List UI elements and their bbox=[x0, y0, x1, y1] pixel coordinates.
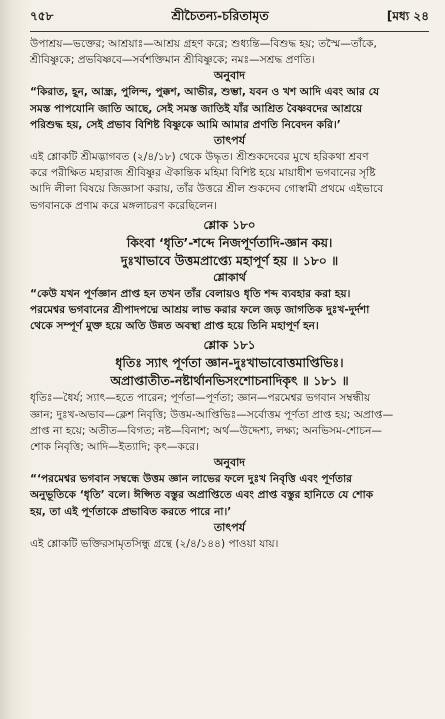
text-line: এই শ্লোকটি শ্রীমদ্ভাগবত (২/৪/১৮) থেকে উদ্ধৃত। শ্রীশুকদেবের মুখে হরিকথা শ্রবণ bbox=[30, 151, 369, 164]
page-number: ৭৫৮ bbox=[30, 9, 54, 23]
purport-block bbox=[30, 149, 429, 214]
text-line: সমস্ত পাপযোনি জাতি আছে, সেই সমস্ত জাতিই যাঁর আশ্রিত বৈষ্ণবদের আশ্রয়ে bbox=[30, 102, 363, 115]
section-heading-translation: অনুবাদ bbox=[213, 456, 246, 470]
verse-number-181: শ্লোক ১৮১ bbox=[203, 338, 256, 353]
verse-number-180: শ্লোক ১৮০ bbox=[203, 217, 256, 232]
verse-180 bbox=[30, 234, 429, 270]
text-line: করে পরীক্ষিত মহারাজ শ্রীবিষ্ণুর ঐকান্তিক মহিমা বিশিষ্ট হয়ে মায়াধীশ ভগবানের সৃষ্টি bbox=[30, 167, 376, 180]
page-header bbox=[30, 8, 429, 32]
verse-line: ধৃতিঃ স্যাৎ পূর্ণতা জ্ঞান-দুঃখাভাবোত্তমাপ্তিভিঃ। bbox=[115, 355, 344, 371]
text-line: পরিশুদ্ধ হয়, সেই প্রভাব বিশিষ্ট বিষ্ণুকে আমি আমার প্রণতি নিবেদন করি।’ bbox=[30, 118, 341, 131]
translation-block bbox=[30, 84, 429, 133]
text-line: থেকে সম্পূর্ণ মুক্ত হয়ে অতি উন্নত অবস্থা প্রাপ্ত হয়ে তিনি মহাপূর্ণ হন। bbox=[30, 320, 319, 333]
text-line: “কিরাত, হূন, আন্ধ্র, পুলিন্দ, পুক্কশ, আভীর, শুম্ভা, যবন ও খশ আদি এবং আর যে bbox=[30, 86, 380, 99]
shlokartha-block bbox=[30, 286, 429, 335]
section-heading-translation: অনুবাদ bbox=[213, 69, 246, 83]
text-line: অনুভূতিকে ‘ধৃতি’ বলে। ঈপ্সিত বস্তুর অপ্রাপ্তিতে এবং প্রাপ্ত বস্তুর হানিতে যে শোক bbox=[30, 489, 374, 502]
chapter-label: [মধ্য ২৪ bbox=[386, 9, 429, 23]
text-line: এই শ্লোকটি ভক্তিরসামৃতসিন্ধু গ্রন্থে (২/৪/১৪৪) পাওয়া যায়। bbox=[30, 537, 279, 550]
text-line: উপাশ্রয়—ভক্তের; আশ্রয়াঃ—আশ্রয় গ্রহণ করে; শুধ্যন্তি—বিশুদ্ধ হয়; তস্মৈ—তাঁকে, bbox=[30, 38, 377, 50]
book-title: শ্রীচৈতন্য-চরিতামৃত bbox=[171, 8, 269, 23]
text-line: জ্ঞান; দুঃখ-অভাব—ক্লেশ নিবৃত্তি; উত্তম-আপ্তিভিঃ—সর্বোত্তম পূর্ণতা প্রাপ্ত হয়; অপ্রাপ্ত— bbox=[30, 408, 394, 421]
text-line: “কেউ যখন পূর্ণজ্ঞান প্রাপ্ত হন তখন তাঁর বেলায়ও ধৃতি শব্দ ব্যবহার করা হয়। bbox=[30, 287, 351, 300]
text-line: প্রাপ্ত না হয়ে; অতীত—বিগত; নষ্ট—বিনাশ; অর্থ—উদ্দেশ্য, লক্ষ্য; অনভিসম-শোচন— bbox=[30, 424, 382, 437]
text-line: ধৃতিঃ—ধৈর্য; স্যাৎ—হতে পারেন; পূর্ণতা—পূর্ণতা; জ্ঞান—পরমেশ্বর ভগবান সম্বন্ধীয় bbox=[30, 392, 371, 405]
text-line: হয়, তা এই পূর্ণতাকে প্রভাবিত করতে পারে না।’ bbox=[30, 505, 232, 518]
text-line: শ্রীবিষ্ণুকে; প্রভবিষ্ণবে—সর্বশক্তিমান শ্রীবিষ্ণুকে; নমঃ—সশ্রদ্ধ প্রণতি। bbox=[30, 54, 315, 67]
text-line: পরমেশ্বর ভগবানের শ্রীপাদপদ্মে আশ্রয় লাভ করার ফলে জড় জাগতিক দুঃখ-দুর্দশা bbox=[30, 304, 370, 317]
section-heading-purport: তাৎপর্য bbox=[213, 134, 246, 148]
word-meanings-block bbox=[30, 390, 429, 455]
verse-181 bbox=[30, 354, 429, 390]
text-line: “‘পরমেশ্বর ভগবান সম্বন্ধে উত্তম জ্ঞান লাভের ফলে দুঃখ নিবৃত্তি এবং পূর্ণতার bbox=[30, 473, 352, 486]
text-line: ভগবানকে প্রণাম করে মঙ্গলাচরণ করেছিলেন। bbox=[30, 199, 218, 212]
translation-block bbox=[30, 471, 429, 520]
section-heading-shlokartha: শ্লোকার্থ bbox=[213, 270, 246, 284]
verse-line: দুঃখাভাবে উত্তমপ্রাপ্ত্যে মহাপূর্ণ হয় ॥ ১৮০ ॥ bbox=[120, 252, 339, 268]
text-line: আদি লীলা বিষয়ে জিজ্ঞাসা করায়, তাঁর উত্তরে শ্রীল শুকদেব গোস্বামী প্রথমে এইভাবে bbox=[30, 183, 384, 196]
text-line: শোক নিবৃত্তি; আদি—ইত্যাদি; কৃৎ—করে। bbox=[30, 441, 199, 454]
word-meanings-continued bbox=[30, 36, 429, 68]
section-heading-purport: তাৎপর্য bbox=[213, 520, 246, 534]
purport-block bbox=[30, 536, 429, 552]
verse-line: অপ্রাপ্তাতীত-নষ্টার্থানভিসংশোচনাদিকৃৎ ॥ ১৮১ ॥ bbox=[110, 373, 349, 389]
verse-line: কিংবা ‘ধৃতি’-শব্দে নিজপূর্ণতাদি-জ্ঞান কয়। bbox=[126, 234, 333, 250]
